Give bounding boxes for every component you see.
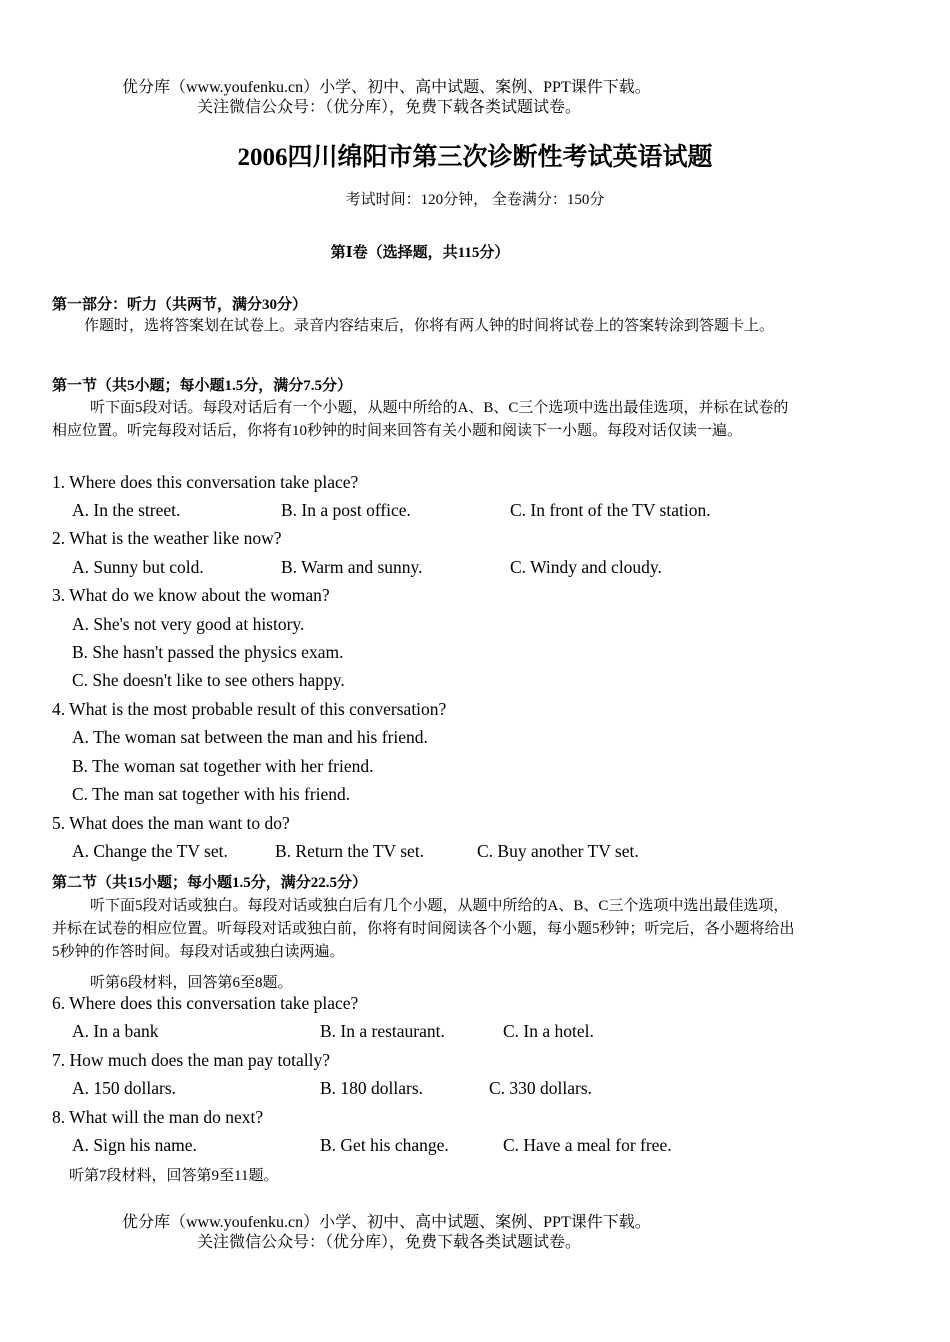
q8-option-c: C. Have a meal for free. [503, 1135, 672, 1155]
q2-option-a: A. Sunny but cold. [72, 557, 204, 577]
q1-option-c: C. In front of the TV station. [510, 500, 711, 520]
header-line-1: 优分库（www.youfenku.cn）小学、初中、高中试题、案例、PPT课件下载。 [122, 79, 651, 96]
page-title: 2006四川绵阳市第三次诊断性考试英语试题 [237, 144, 713, 171]
q7-option-a: A. 150 dollars. [72, 1078, 177, 1098]
q8-option-b: B. Get his change. [320, 1135, 449, 1155]
q1-option-a: A. In the street. [72, 500, 181, 520]
material-6-note: 听第6段材料，回答第6至8题。 [90, 975, 293, 991]
q5-option-c: C. Buy another TV set. [477, 841, 639, 861]
question-4: 4. What is the most probable result of this conversation? [52, 699, 447, 719]
section1-heading: 第一节（共5小题；每小题1.5分，满分7.5分） [52, 378, 353, 394]
q3-option-c: C. She doesn't like to see others happy. [72, 670, 345, 690]
q6-option-c: C. In a hotel. [503, 1021, 594, 1041]
question-5: 5. What does the man want to do? [52, 813, 290, 833]
footer-line-2: 关注微信公众号：（优分库），免费下载各类试题试卷。 [197, 1234, 582, 1251]
question-6: 6. Where does this conversation take place? [52, 993, 359, 1013]
part1-instruction: 作题时，选将答案划在试卷上。录音内容结束后，你将有两人钟的时间将试卷上的答案转涂到答题卡上。 [84, 318, 775, 334]
q6-option-a: A. In a bank [72, 1021, 159, 1041]
question-7: 7. How much does the man pay totally? [52, 1050, 330, 1070]
footer-line-1: 优分库（www.youfenku.cn）小学、初中、高中试题、案例、PPT课件下载。 [122, 1214, 651, 1231]
q5-option-a: A. Change the TV set. [72, 841, 228, 861]
section1-instruction: 听下面5段对话。每段对话后有一个小题，从题中所给的A、B、C三个选项中选出最佳选项，并标在试卷的相应位置。听完每段对话后，你将有10秒钟的时间来回答有关小题和阅读下一小题。每段对话仅读一遍。 [52, 400, 789, 439]
q7-option-c: C. 330 dollars. [489, 1078, 593, 1098]
header-line-2: 关注微信公众号：（优分库），免费下载各类试题试卷。 [197, 99, 582, 116]
question-2: 2. What is the weather like now? [52, 528, 282, 548]
material-7-note: 听第7段材料，回答第9至11题。 [69, 1168, 279, 1184]
q4-option-a: A. The woman sat between the man and his friend. [72, 727, 428, 747]
section2-instruction: 听下面5段对话或独白。每段对话或独白后有几个小题，从题中所给的A、B、C三个选项中选出最佳选项，并标在试卷的相应位置。听每段对话或独白前，你将有时间阅读各个小题，每小题5秒钟；听完后，各小题将给出5秒钟的作答时间。每段对话或独白读两遍。 [52, 898, 795, 960]
q4-option-c: C. The man sat together with his friend. [72, 784, 351, 804]
question-8: 8. What will the man do next? [52, 1107, 264, 1127]
q6-option-b: B. In a restaurant. [320, 1021, 445, 1041]
part1-heading: 第一部分：听力（共两节，满分30分） [52, 297, 308, 313]
q3-option-b: B. She hasn't passed the physics exam. [72, 642, 344, 662]
q5-option-b: B. Return the TV set. [275, 841, 425, 861]
question-1: 1. Where does this conversation take place? [52, 472, 359, 492]
q4-option-b: B. The woman sat together with her friend. [72, 756, 374, 776]
section2-heading: 第二节（共15小题；每小题1.5分，满分22.5分） [52, 875, 368, 891]
q2-option-b: B. Warm and sunny. [281, 557, 423, 577]
q3-option-a: A. She's not very good at history. [72, 614, 305, 634]
q8-option-a: A. Sign his name. [72, 1135, 197, 1155]
q7-option-b: B. 180 dollars. [320, 1078, 424, 1098]
q2-option-c: C. Windy and cloudy. [510, 557, 662, 577]
q1-option-b: B. In a post office. [281, 500, 411, 520]
question-3: 3. What do we know about the woman? [52, 585, 330, 605]
volume-heading: 第Ⅰ卷（选择题，共115分） [330, 245, 510, 261]
exam-info: 考试时间：120分钟， 全卷满分：150分 [345, 192, 605, 208]
